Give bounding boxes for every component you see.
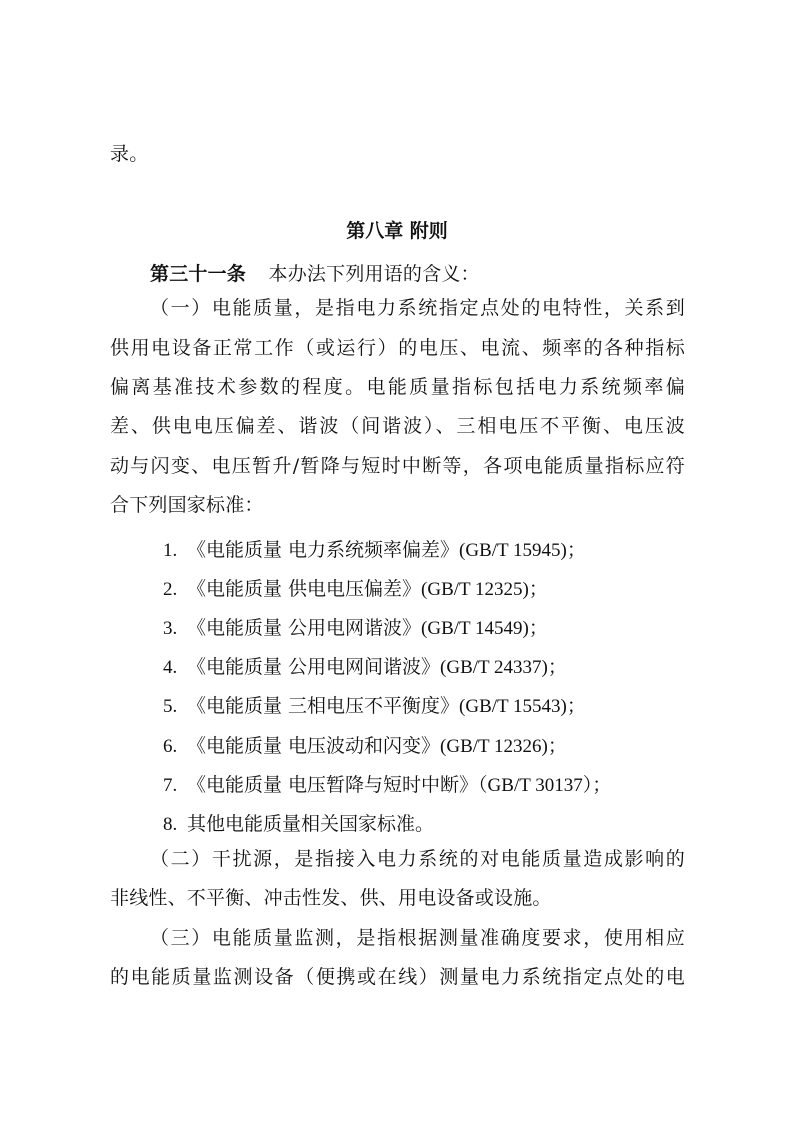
article-text: 本办法下列用语的含义：: [268, 263, 480, 285]
paragraph-line: 动与闪变、电压暂升/暂降与短时中断等，各项电能质量指标应符: [110, 455, 685, 477]
standard-title: 《电能质量 公用电网谐波》: [187, 617, 422, 639]
standard-code: (GB/T 12326)；: [440, 736, 567, 757]
paragraph-line: 非线性、不平衡、冲击性发、供、用电设备或设施。: [110, 887, 552, 909]
list-number: 8.: [163, 814, 178, 835]
paragraph-line: （二）干扰源，是指接入电力系统的对电能质量造成影响的: [150, 848, 685, 870]
paragraph-line: （一）电能质量，是指电力系统指定点处的电特性，关系到: [150, 297, 685, 319]
list-number: 7.: [163, 775, 178, 796]
standard-title: 《电能质量 电压暂降与短时中断》: [187, 774, 479, 796]
list-item: [163, 694, 586, 719]
standard-title: 《电能质量 电力系统频率偏差》: [187, 539, 460, 561]
standard-title: 《电能质量 供电电压偏差》: [187, 578, 422, 600]
paragraph-line: （三）电能质量监测，是指根据测量准确度要求，使用相应: [150, 927, 685, 949]
standard-code: (GB/T 14549)；: [421, 618, 548, 639]
article-label: 第三十一条: [150, 263, 247, 285]
list-number: 6.: [163, 736, 178, 757]
standard-title: 《电能质量 公用电网间谐波》: [187, 656, 441, 678]
chapter-heading: 第八章 附则: [346, 220, 448, 242]
list-item: [163, 538, 586, 563]
standard-code: (GB/T 24337)；: [440, 657, 567, 678]
list-number: 5.: [163, 696, 178, 717]
list-number: 2.: [163, 579, 178, 600]
list-item: [163, 812, 434, 837]
paragraph-line: 差、供电电压偏差、谐波（间谐波）、三相电压不平衡、电压波: [110, 415, 685, 437]
list-item: [163, 734, 567, 759]
standard-code: (GB/T 15543)；: [459, 696, 586, 717]
list-number: 1.: [163, 540, 178, 561]
list-item: [163, 616, 548, 641]
list-number: 4.: [163, 657, 178, 678]
paragraph-line: 录。: [110, 143, 149, 165]
article-line: [150, 262, 480, 286]
standard-title: 《电能质量 三相电压不平衡度》: [187, 695, 460, 717]
paragraph-line: 的电能质量监测设备（便携或在线）测量电力系统指定点处的电: [110, 966, 685, 988]
list-item: [163, 773, 611, 798]
paragraph-line: 合下列国家标准：: [110, 494, 264, 516]
standard-code: (GB/T 12325)；: [421, 579, 548, 600]
standard-code: （GB/T 30137）；: [478, 775, 612, 796]
paragraph-line: 偏离基准技术参数的程度。电能质量指标包括电力系统频率偏: [110, 376, 685, 398]
list-item: [163, 655, 567, 680]
standard-title: 其他电能质量相关国家标准。: [187, 813, 435, 835]
list-item: [163, 577, 548, 602]
standard-code: (GB/T 15945)；: [459, 540, 586, 561]
list-number: 3.: [163, 618, 178, 639]
paragraph-line: 供用电设备正常工作（或运行）的电压、电流、频率的各种指标: [110, 337, 685, 359]
standard-title: 《电能质量 电压波动和闪变》: [187, 735, 441, 757]
